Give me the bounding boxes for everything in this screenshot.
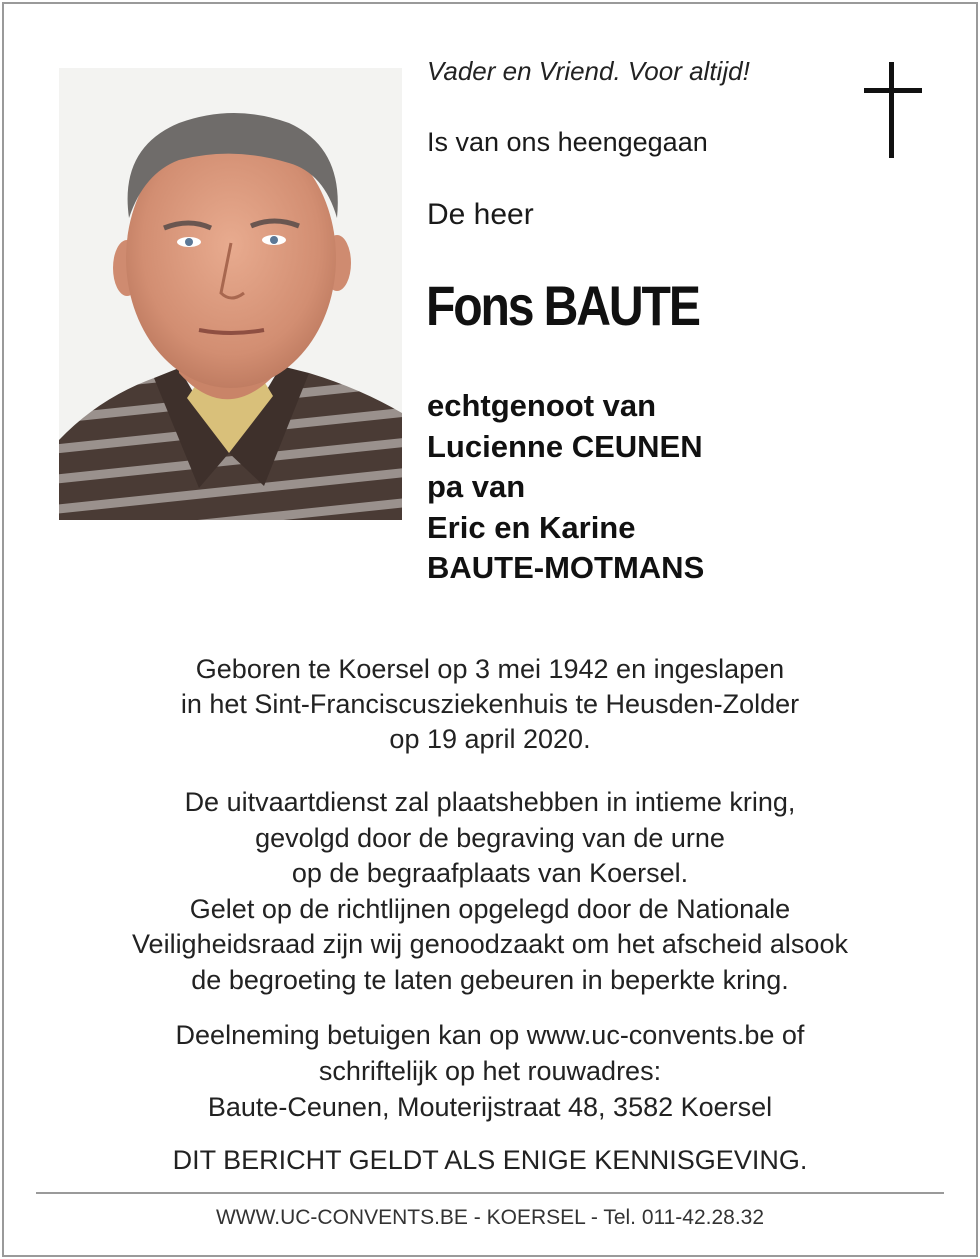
salutation: De heer (427, 198, 534, 231)
family-relations (427, 386, 704, 589)
relation-line: Lucienne CEUNEN (427, 428, 703, 464)
birth-death-paragraph (0, 652, 980, 757)
funeral-paragraph (0, 785, 980, 998)
funeral-line: De uitvaartdienst zal plaatshebben in intieme kring, (184, 787, 796, 817)
condolence-paragraph (0, 1017, 980, 1125)
intro-text: Is van ons heengegaan (427, 127, 708, 157)
relation-line: BAUTE-MOTMANS (427, 550, 705, 585)
final-notice-text: DIT BERICHT GELDT ALS ENIGE KENNISGEVING. (172, 1145, 808, 1175)
footer-divider (36, 1192, 944, 1194)
condolence-line: schriftelijk op het rouwadres: (318, 1056, 662, 1086)
footer-contact: WWW.UC-CONVENTS.BE - KOERSEL - Tel. 011-42.28.32 (215, 1206, 765, 1229)
birth-line: op 19 april 2020. (389, 724, 591, 754)
tagline: Vader en Vriend. Voor altijd! (427, 56, 750, 86)
final-notice (0, 1142, 980, 1178)
funeral-line: op de begraafplaats van Koersel. (291, 858, 689, 888)
cross-icon (864, 62, 922, 158)
portrait-illustration (59, 68, 402, 520)
relation-line: echtgenoot van (427, 388, 657, 423)
condolence-line: Deelneming betuigen kan op www.uc-convents.be of (175, 1020, 805, 1050)
birth-line: in het Sint-Franciscusziekenhuis te Heusden-Zolder (180, 689, 800, 719)
portrait-photo (59, 68, 402, 520)
funeral-line: de begroeting te laten gebeuren in beperkte kring. (191, 964, 789, 995)
deceased-name: Fons BAUTE (426, 274, 699, 337)
condolence-line: Baute-Ceunen, Mouterijstraat 48, 3582 Koersel (207, 1092, 773, 1122)
funeral-line: Veiligheidsraad zijn wij genoodzaakt om het afscheid alsook (132, 929, 848, 959)
funeral-line: gevolgd door de begraving van de urne (255, 822, 725, 853)
birth-line: Geboren te Koersel op 3 mei 1942 en ingeslapen (195, 654, 785, 684)
relation-line: Eric en Karine (427, 509, 636, 545)
funeral-line: Gelet op de richtlijnen opgelegd door de Nationale (189, 893, 791, 924)
relation-line: pa van (427, 469, 526, 504)
